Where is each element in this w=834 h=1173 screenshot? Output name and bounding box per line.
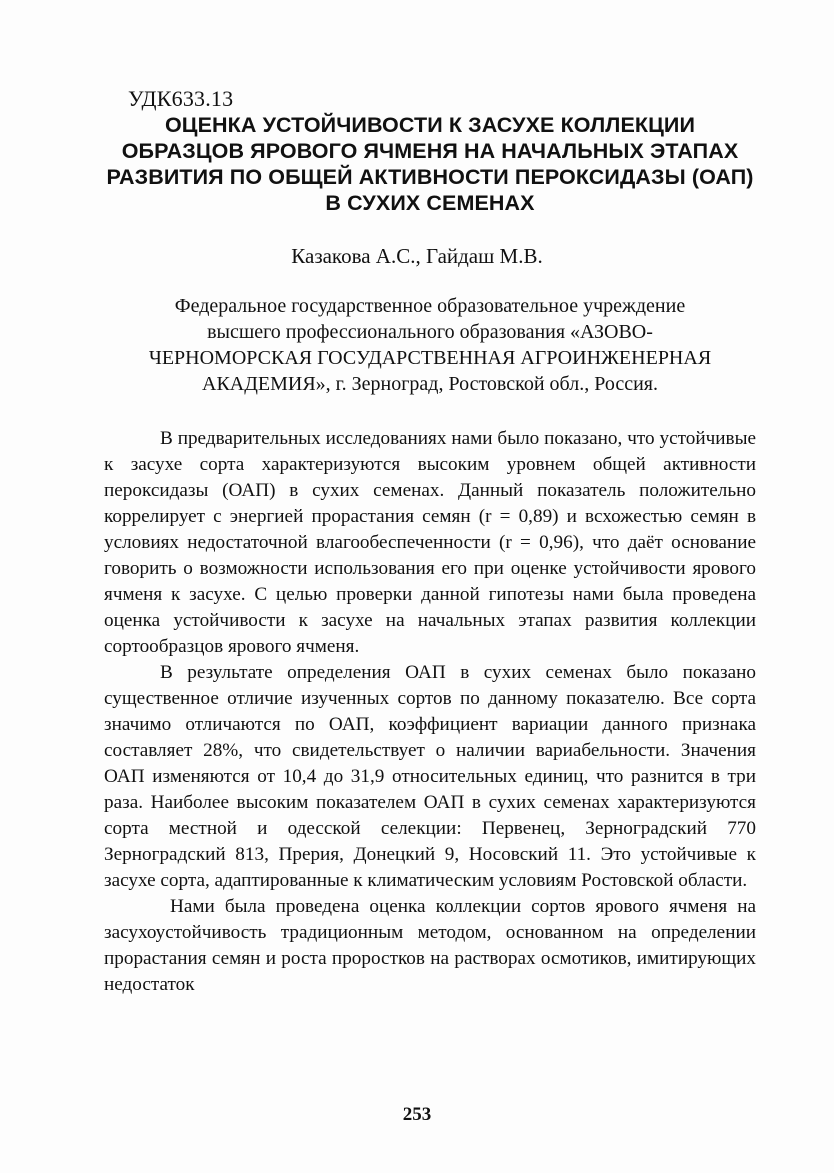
body-paragraph: В предварительных исследованиях нами было показано, что устойчивые к засухе сорта характеризуются высоким уровнем общей активности пероксидазы (ОАП) в сухих семенах. Данный показатель положительно коррелирует с энергией прорастания семян (r = 0,89) и всхожестью семян в условиях недостаточной влагообеспеченности (r = 0,96), что даёт основание говорить о возможности использования его при оценке устойчивости ярового ячменя к засухе. С целью проверки данной гипотезы нами была проведена оценка устойчивости к засухе на начальных этапах развития коллекции сортообразцов ярового ячменя.: [104, 428, 756, 657]
udc-code: УДК633.13: [128, 86, 234, 111]
affiliation-line: АКАДЕМИЯ», г. Зерноград, Ростовской обл., Россия.: [202, 373, 658, 395]
affiliation-line: высшего профессионального образования «АЗОВО-: [207, 321, 653, 343]
article-title: [90, 112, 770, 216]
title-line: ОЦЕНКА УСТОЙЧИВОСТИ К ЗАСУХЕ КОЛЛЕКЦИИ: [164, 113, 696, 137]
affiliation: [100, 293, 760, 397]
affiliation-line: ЧЕРНОМОРСКАЯ ГОСУДАРСТВЕННАЯ АГРОИНЖЕНЕРНАЯ: [148, 347, 712, 369]
body-paragraph: Нами была проведена оценка коллекции сортов ярового ячменя на засухоустойчивость традиционным методом, основанном на определении прорастания семян и роста проростков на растворах осмотиков, имитирующих недостаток: [104, 896, 756, 995]
title-line: В СУХИХ СЕМЕНАХ: [325, 191, 535, 215]
article-body: [104, 426, 756, 998]
page-number: 253: [402, 1104, 432, 1125]
title-line: ОБРАЗЦОВ ЯРОВОГО ЯЧМЕНЯ НА НАЧАЛЬНЫХ ЭТАПАХ: [121, 139, 739, 163]
affiliation-line: Федеральное государственное образовательное учреждение: [174, 295, 686, 317]
authors: Казакова А.С., Гайдаш М.В.: [291, 244, 543, 268]
body-paragraph: В результате определения ОАП в сухих семенах было показано существенное отличие изученных сортов по данному показателю. Все сорта значимо отличаются по ОАП, коэффициент вариации данного признака составляет 28%, что свидетельствует о наличии вариабельности. Значения ОАП изменяются от 10,4 до 31,9 относительных единиц, что разнится в три раза. Наиболее высоким показателем ОАП в сухих семенах характеризуются сорта местной и одесской селекции: Первенец, Зерноградский 770 Зерноградский 813, Прерия, Донецкий 9, Носовский 11. Это устойчивые к засухе сорта, адаптированные к климатическим условиям Ростовской области.: [104, 662, 756, 891]
title-line: РАЗВИТИЯ ПО ОБЩЕЙ АКТИВНОСТИ ПЕРОКСИДАЗЫ (ОАП): [106, 165, 754, 189]
